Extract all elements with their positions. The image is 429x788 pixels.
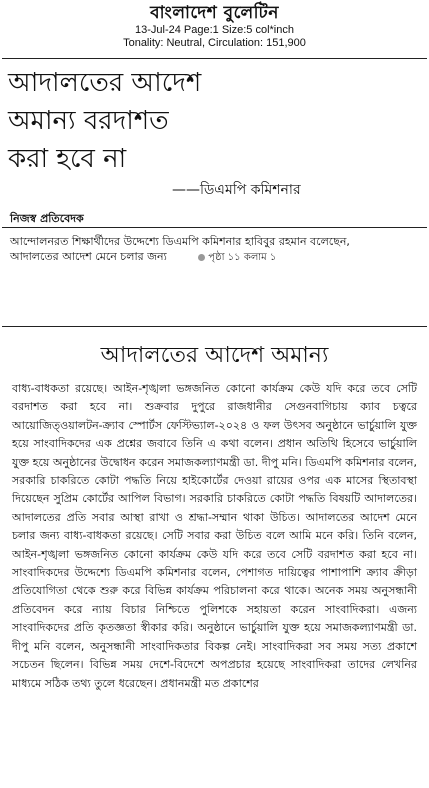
section-divider	[2, 326, 427, 327]
byline-divider	[2, 227, 427, 228]
article-body	[12, 380, 417, 693]
body-paragraph: বাধ্য-বাধকতা রয়েছে। আইন-শৃঙ্খলা ভঙ্গজনিত কোনো কার্যক্রম কেউ যদি করে তবে সেটি বরদাশত করা হবে না। শুক্রবার দুপুরে রাজধানীর সেগুনবাগিচায় ক্যাব চত্বরে আয়োজিত্ওয়ালটন-ক্র্যাব স্পোর্টস ফেস্টিভ্যাল-২০২৪ ও ফল উৎসব অনুষ্ঠানে ভার্চুয়ালি যুক্ত হয়ে সাংবাদিকদের এক প্রশ্নের জবাবে তিনি এ কথা বলেন। প্রধান অতিথি হিসেবে ভার্চুয়ালি যুক্ত হয়ে অনুষ্ঠানের উদ্বোধন করেন সমাজকল্যাণমন্ত্রী ডা. দীপু মনি। ডিএমপি কমিশনার বলেন, সরকারি চাকরিতে কোটা পদ্ধতি নিয়ে হাইকোর্টের দেওয়া রায়ের ওপর এক মাসের স্থিতাবস্থা দিয়েছেন সুপ্রিম কোর্টের আপিল বিভাগ। সরকারি চাকরিতে কোটা পদ্ধতি বিষয়টি আদালতের। আদালতের প্রতি সবার আস্থা রাখা ও শ্রদ্ধা-সম্মান থাকা উচিত। আদালতের আদেশ মেনে চলার জন্য বাধ্য-বাধকতা রয়েছে। সেটি সবার করা উচিত বলে আমি মনে করি। তিনি বলেন, আইন-শৃঙ্খলা ভঙ্গজনিত কোনো কার্যক্রম কেউ যদি করে তবে সেটি বরদাশত করা হবে না। সাংবাদিকদের উদ্দেশ্যে ডিএমপি কমিশনার বলেন, পেশাগত দায়িত্বের পাশাপাশি ক্র্যাব ক্রীড়া প্রতিযোগিতা থেকে শুরু করে বিভিন্ন কার্যক্রম পরিচালনা করে থাকে। অনেক সময় অনুসন্ধানী প্রতিবেদন করে ন্যায় বিচার নিশ্চিতে পুলিশকে সহায়তা করেন সাংবাদিকরা। এজন্য সাংবাদিকদের প্রতি কৃতজ্ঞতা স্বীকার করি। অনুষ্ঠানে ভার্চুয়ালি যুক্ত হয়ে সমাজকল্যাণমন্ত্রী ডা. দীপু মনি বলেন, অনুসন্ধানী সাংবাদিকতার বিকল্প নেই। সাংবাদিকরা সব সময় সত্য প্রকাশে সচেতন ছিলেন। বিভিন্ন সময় দেশে-বিদেশে অপপ্রচার হয়েছে সাংবাদিকরা তাদের লেখনির মাধ্যমে সঠিক তথ্য তুলে ধরেছেন। প্রধানমন্ত্রী মত প্রকাশের	[12, 382, 417, 690]
byline: নিজস্ব প্রতিবেদক	[10, 212, 84, 225]
newspaper-name: বাংলাদেশ বুলেটিন	[150, 3, 279, 23]
top-divider	[2, 58, 427, 59]
headline-line: করা হবে না	[8, 144, 127, 174]
clipping-stats: Tonality: Neutral, Circulation: 151,900	[123, 37, 306, 49]
headline-line: অমান্য বরদাশত	[8, 106, 169, 136]
headline	[8, 64, 408, 178]
headline-line: আদালতের আদেশ	[8, 68, 202, 98]
clipping-meta: 13-Jul-24 Page:1 Size:5 col*inch	[135, 24, 294, 36]
section-heading: আদালতের আদেশ অমান্য	[100, 343, 329, 368]
bullet-icon	[198, 254, 205, 261]
page-reference	[198, 252, 276, 263]
teaser-text: আন্দোলনরত শিক্ষার্থীদের উদ্দেশ্যে ডিএমপি কমিশনার হাবিবুর রহমান বলেছেন, আদালতের আদেশ মেনে চলার জন্য	[10, 235, 350, 263]
headline-attribution: ——ডিএমপি কমিশনার	[172, 182, 301, 198]
masthead	[0, 2, 429, 50]
teaser	[10, 234, 350, 265]
page-reference-text: পৃষ্ঠা ১১ কলাম ১	[208, 252, 277, 263]
